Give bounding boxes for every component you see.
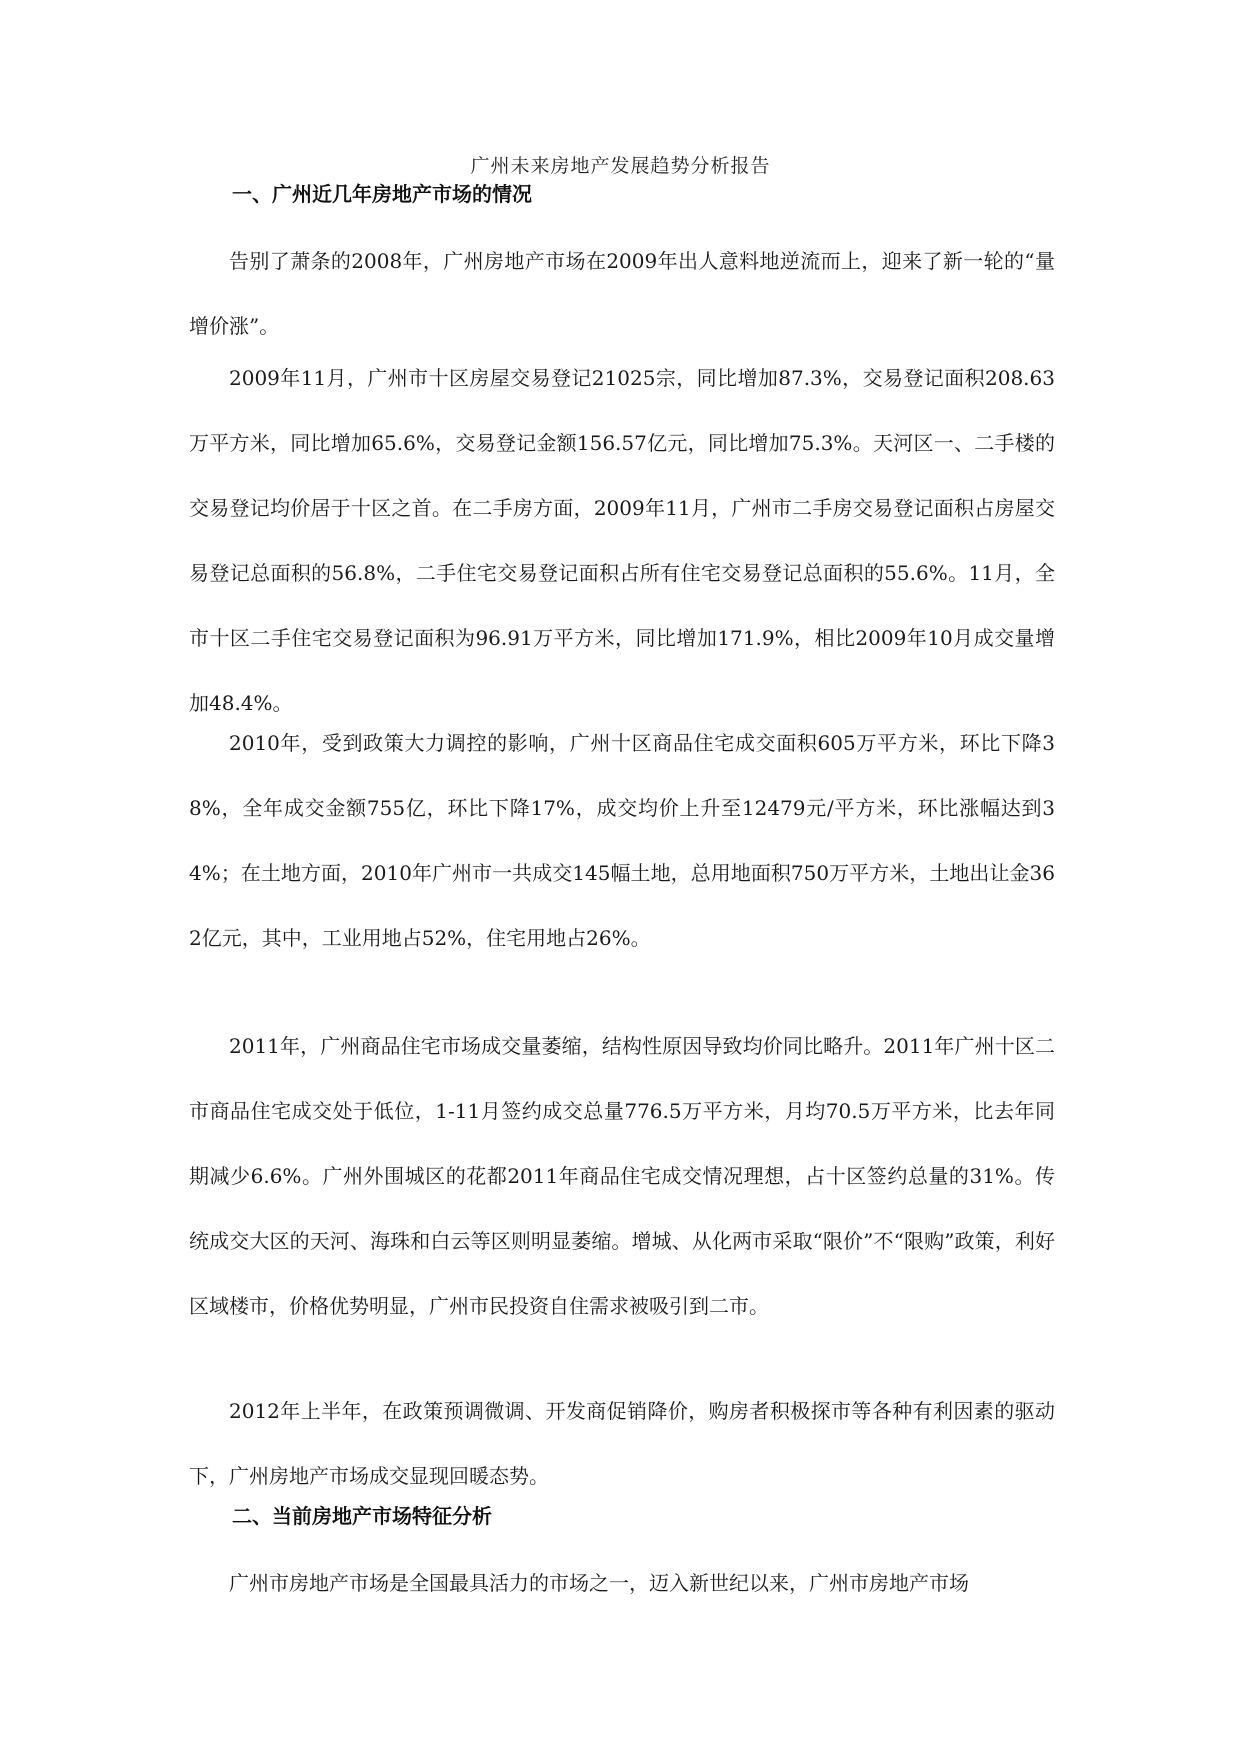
paragraph-4: 2011年，广州商品住宅市场成交量萎缩，结构性原因导致均价同比略升。2011年广州十区二市商品住宅成交处于低位，1-11月签约成交总量776.5万平方米，月均70.5万平方米，比去年同期减少6.6%。广州外围城区的花都2011年商品住宅成交情况理想，占十区签约总量的31%。传统成交大区的天河、海珠和白云等区则明显萎缩。增城、从化两市采取“限价”不“限购”政策，利好区域楼市，价格优势明显，广州市民投资自住需求被吸引到二市。 bbox=[189, 1034, 1055, 1318]
paragraph-2: 2009年11月，广州市十区房屋交易登记21025宗，同比增加87.3%，交易登记面积208.63万平方米，同比增加65.6%，交易登记金额156.57亿元，同比增加75.3%。天河区一、二手楼的交易登记均价居于十区之首。在二手房方面，2009年11月，广州市二手房交易登记面积占房屋交易登记总面积的56.8%，二手住宅交易登记面积占所有住宅交易登记总面积的55.6%。11月，全市十区二手住宅交易登记面积为96.91万平方米，同比增加171.9%，相比2009年10月成交量增加48.4%。 bbox=[189, 366, 1055, 715]
section-heading-1: 一、广州近几年房地产市场的情况 bbox=[232, 182, 532, 206]
paragraph-5: 2012年上半年，在政策预调微调、开发商促销降价，购房者积极探市等各种有利因素的驱动下，广州房地产市场成交显现回暖态势。 bbox=[189, 1399, 1055, 1488]
section-heading-2: 二、当前房地产市场特征分析 bbox=[232, 1504, 492, 1528]
paragraph-1: 告别了萧条的2008年，广州房地产市场在2009年出人意料地逆流而上，迎来了新一轮的“量增价涨”。 bbox=[189, 249, 1055, 338]
paragraph-3: 2010年，受到政策大力调控的影响，广州十区商品住宅成交面积605万平方米，环比下降38%，全年成交金额755亿，环比下降17%，成交均价上升至12479元/平方米，环比涨幅达到34%；在土地方面，2010年广州市一共成交145幅土地，总用地面积750万平方米，土地出让金362亿元，其中，工业用地占52%，住宅用地占26%。 bbox=[189, 731, 1055, 950]
paragraph-6: 广州市房地产市场是全国最具活力的市场之一，迈入新世纪以来，广州市房地产市场 bbox=[229, 1571, 969, 1595]
document-title: 广州未来房地产发展趋势分析报告 bbox=[470, 155, 771, 177]
